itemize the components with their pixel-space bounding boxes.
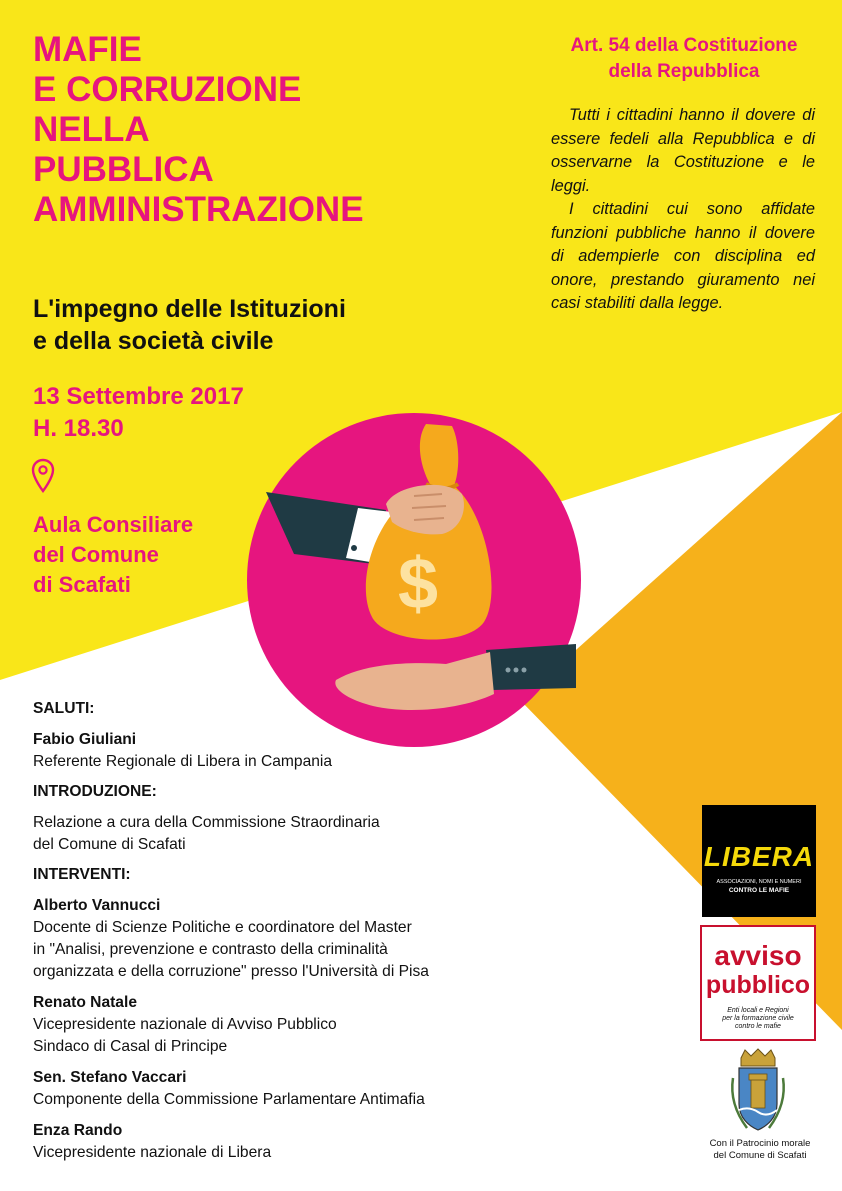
speaker-name: Fabio Giuliani bbox=[33, 731, 137, 748]
scafati-coat-of-arms bbox=[727, 1048, 789, 1136]
libera-tagline: CONTRO LE MAFIE bbox=[728, 887, 790, 894]
speaker-name: Enza Rando bbox=[33, 1122, 123, 1139]
article-title bbox=[548, 33, 820, 85]
pubblico-wordmark: pubblico bbox=[705, 971, 811, 999]
event-venue bbox=[33, 510, 283, 600]
avviso-tagline-line: Enti locali e Regioni bbox=[727, 1007, 789, 1014]
speaker-role: Vicepresidente nazionale di Avviso Pubblico bbox=[33, 1016, 337, 1033]
introduzione-line: Relazione a cura della Commissione Straordinaria bbox=[33, 814, 380, 831]
speaker-role: Sindaco di Casal di Principe bbox=[33, 1038, 228, 1055]
speaker-role: in "Analisi, prevenzione e contrasto della criminalità bbox=[33, 941, 388, 958]
speaker-role: organizzata e della corruzione" presso l'Università di Pisa bbox=[33, 963, 429, 980]
avviso-tagline-line: contro le mafie bbox=[735, 1023, 781, 1030]
patronage-note bbox=[690, 1138, 830, 1162]
venue-line: di Scafati bbox=[33, 572, 131, 597]
event-subtitle bbox=[33, 293, 413, 357]
event-date: 13 Settembre 2017 bbox=[33, 383, 244, 410]
event-datetime bbox=[33, 381, 244, 445]
article-title-line: Art. 54 della Costituzione bbox=[570, 35, 798, 56]
speaker-role: Vicepresidente nazionale di Libera bbox=[33, 1144, 272, 1161]
title-line: E CORRUZIONE bbox=[33, 70, 302, 109]
section-heading-interventi: INTERVENTI: bbox=[33, 866, 131, 883]
venue-line: del Comune bbox=[33, 542, 159, 567]
libera-tagline: ASSOCIAZIONI, NOMI E NUMERI bbox=[716, 879, 802, 885]
svg-text:$: $ bbox=[397, 544, 439, 624]
speaker-name: Sen. Stefano Vaccari bbox=[33, 1069, 187, 1086]
title-line: NELLA bbox=[33, 110, 150, 149]
event-time: H. 18.30 bbox=[33, 415, 124, 442]
introduzione-line: del Comune di Scafati bbox=[33, 836, 186, 853]
article-paragraph: Tutti i cittadini hanno il dovere di essere fedeli alla Repubblica e di osservarne la Costituzione e le leggi. bbox=[551, 106, 815, 195]
speaker-role: Docente di Scienze Politiche e coordinatore del Master bbox=[33, 919, 412, 936]
location-pin-icon bbox=[30, 458, 56, 494]
subtitle-line: e della società civile bbox=[33, 327, 274, 355]
subtitle-line: L'impegno delle Istituzioni bbox=[33, 295, 346, 323]
venue-line: Aula Consiliare bbox=[33, 512, 194, 537]
avviso-wordmark: avviso bbox=[714, 940, 802, 971]
program bbox=[33, 698, 553, 1164]
section-heading-saluti: SALUTI: bbox=[33, 700, 95, 717]
event-title bbox=[33, 30, 433, 230]
speaker-role: Referente Regionale di Libera in Campania bbox=[33, 753, 333, 770]
title-line: PUBBLICA bbox=[33, 150, 214, 189]
title-line: AMMINISTRAZIONE bbox=[33, 190, 364, 229]
speaker-name: Alberto Vannucci bbox=[33, 897, 161, 914]
section-heading-introduzione: INTRODUZIONE: bbox=[33, 783, 157, 800]
article-title-line: della Repubblica bbox=[608, 61, 760, 82]
speaker-role: Componente della Commissione Parlamentare Antimafia bbox=[33, 1091, 425, 1108]
title-line: MAFIE bbox=[33, 30, 142, 69]
libera-wordmark: LIBERA bbox=[703, 841, 815, 872]
article-text bbox=[551, 104, 815, 316]
patronage-line: Con il Patrocinio morale bbox=[709, 1138, 811, 1149]
avviso-tagline bbox=[706, 1007, 810, 1031]
dollar-sign-icon bbox=[398, 544, 438, 624]
patronage-line: del Comune di Scafati bbox=[713, 1150, 807, 1161]
avviso-pubblico-logo bbox=[700, 925, 816, 1041]
article-paragraph: I cittadini cui sono affidate funzioni pubbliche hanno il dovere di adempierle con disciplina ed onore, prestando giuramento nei casi stabiliti dalla legge. bbox=[551, 200, 815, 312]
avviso-tagline-line: per la formazione civile bbox=[722, 1015, 794, 1022]
libera-logo bbox=[702, 805, 816, 917]
speaker-name: Renato Natale bbox=[33, 994, 137, 1011]
